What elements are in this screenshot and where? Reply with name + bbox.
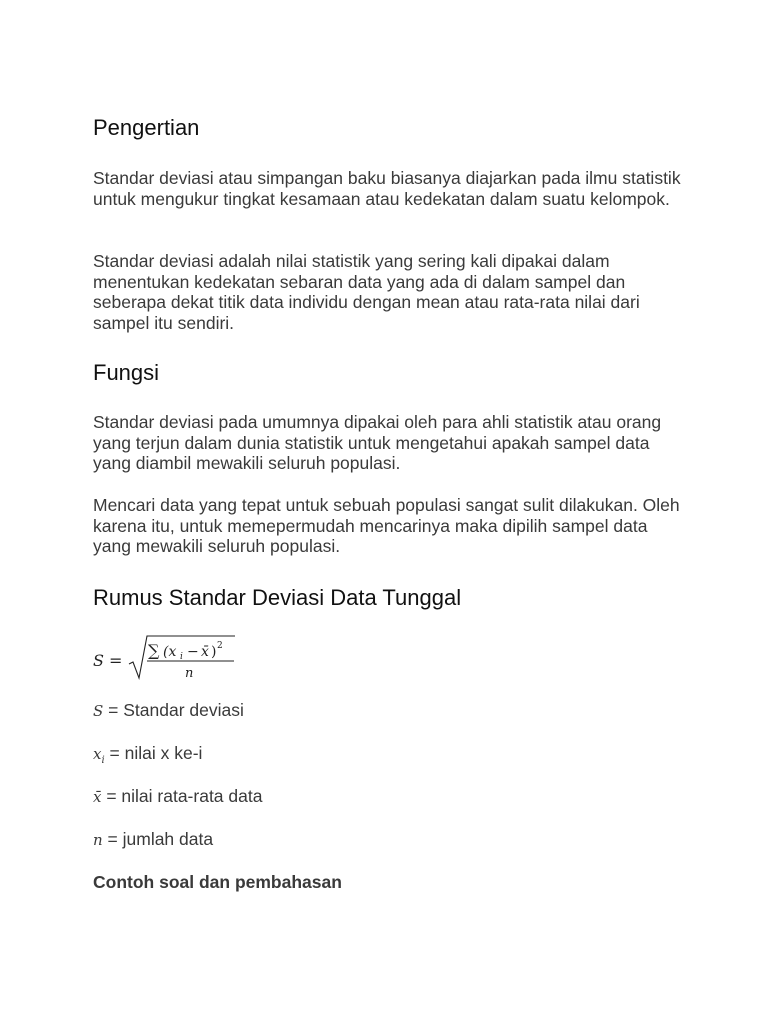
definition-text: = nilai rata-rata data <box>101 786 263 806</box>
definition-text: = jumlah data <box>102 829 214 849</box>
formula-equals: = <box>109 651 123 670</box>
formula-minus: − <box>187 644 199 660</box>
formula-power: 2 <box>217 641 223 651</box>
formula-numerator-inner: (x <box>163 644 177 660</box>
formula-sum: ∑ <box>148 641 160 660</box>
definition-xi <box>93 743 202 767</box>
formula-xbar: x̄ <box>201 644 209 660</box>
definition-xbar <box>93 786 262 807</box>
formula-svg <box>93 630 253 686</box>
definition-subscript: i <box>101 755 105 766</box>
heading-fungsi: Fungsi <box>93 360 160 385</box>
heading-rumus: Rumus Standar Deviasi Data Tunggal <box>93 585 462 610</box>
definition-text: = Standar deviasi <box>103 700 244 720</box>
paragraph-fungsi-2: Mencari data yang tepat untuk sebuah populasi sangat sulit dilakukan. Oleh karena itu, untuk memepermudah mencarinya maka dipilih sampel data yang mewakili seluruh populasi. <box>93 495 680 557</box>
definition-s <box>93 700 244 721</box>
formula-numerator-sub: i <box>180 652 183 662</box>
definition-text: = nilai x ke-i <box>104 743 203 763</box>
example-heading: Contoh soal dan pembahasan <box>93 872 342 892</box>
definition-symbol: n <box>93 831 103 849</box>
definition-symbol: S <box>93 702 104 720</box>
paragraph-fungsi-1: Standar deviasi pada umumnya dipakai oleh para ahli statistik atau orang yang terjun dalam dunia statistik untuk mengetahui apakah sampel data yang diambil mewakili seluruh populasi. <box>93 412 662 474</box>
formula-lhs: S <box>93 651 104 670</box>
paragraph-pengertian-2: Standar deviasi adalah nilai statistik yang sering kali dipakai dalam menentukan kedekatan sebaran data yang ada di dalam sampel dan seberapa dekat titik data individu dengan mean atau rata-rata nilai dari sampel itu sendiri. <box>93 251 640 333</box>
definition-symbol: x <box>93 745 102 763</box>
standard-deviation-formula <box>93 630 253 686</box>
heading-pengertian: Pengertian <box>93 115 200 140</box>
formula-close: ) <box>211 644 217 660</box>
paragraph-pengertian-1: Standar deviasi atau simpangan baku biasanya diajarkan pada ilmu statistik untuk mengukur tingkat kesamaan atau kedekatan dalam suatu kelompok. <box>93 168 681 209</box>
definition-n <box>93 829 213 850</box>
definition-symbol: x̄ <box>93 788 102 806</box>
formula-denominator: n <box>185 666 194 681</box>
